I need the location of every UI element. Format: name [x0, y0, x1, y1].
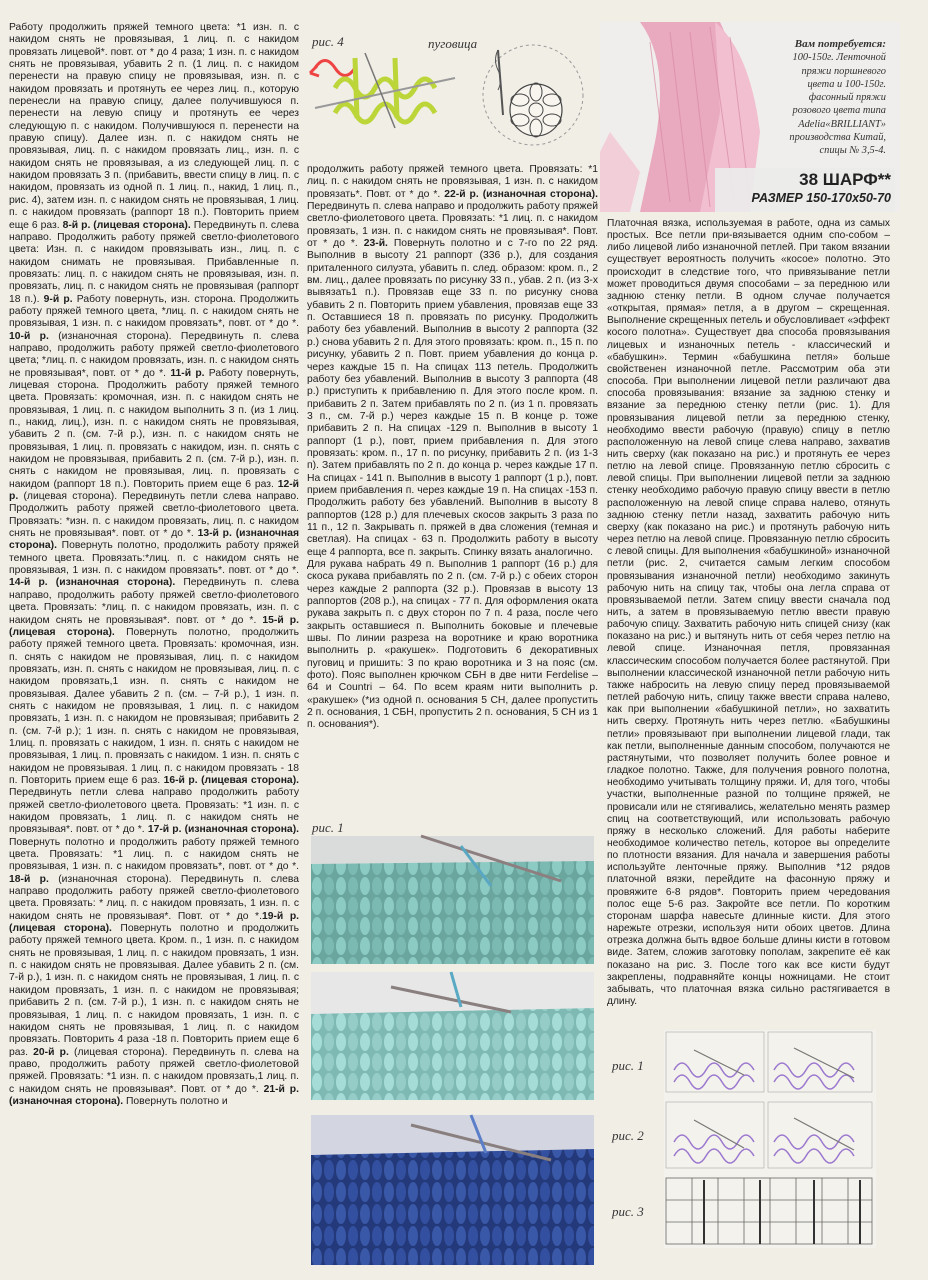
materials-line: розового цвета типа	[792, 105, 886, 117]
materials-line: спицы № 3,5-4.	[819, 145, 886, 157]
instructions-column-1	[9, 22, 299, 1254]
project-header	[715, 168, 895, 212]
photo-1	[311, 836, 594, 964]
figure-4-diagram	[305, 48, 460, 138]
diagram-1-label: рис. 1	[612, 1058, 644, 1073]
materials-line: производства Китай,	[789, 132, 886, 144]
col1-text: Работу продолжить пряжей темного цвета: *1 изн. п. с накидом снять не провязывая, 1 лиц. п. с накидом провязать лицевой*. повт. от * до 4 раза; 1 изн. п. с накидом снять не провязывая, убавить 2 п. (1 лиц. п. с накидом перенести на правую спицу не провязывая, изн. п. с накидом провязать и протянуть ее через лиц. п., которую перенесли на правую спицу, далее получившуюся п. перенести на левую спицу и протянуть ее через следующую п. с накидом. Получившуюся п. перенести на правую спицу). Далее изн. п. с накидом снять не провязывая, лиц. п. с накидом провязать лиц., изн. п. с накидом снять не провязывая, а из следующей лиц. п. с накидом провязать 3 п. (прибавить, ввести спицу в лиц. п. с накидом, провязать из одной п. 1 лиц. п., накид, 1 лиц. п., рис. 4), затем изн. п. с накидом снять не провязывая, 1 лиц. п. с накидом провязать (раппорт 18 п.). Повторить прием еще 6 раз. 8-й р. (лицевая сторона). Передвинуть п. слева направо. Продолжить работу пряжей светло-фиолетового цвета: Изн. п. с накидом провязывать изн., лиц. п. с накидом снимать не провязывая. Прибавленные п. провязать: лиц. п. с накидом снять не провязывая, изн. п. провязать, лиц. п. с накидом снять не провязывая (раппорт 18 п.). 9-й р. Работу повернуть, изн. сторона. Продолжить работу пряжей темного цвета, *лиц. п. с накидом снять не провязывая, 1 изн. п. с накидом провязать*, повт. от * до *. 10-й р. (изнаночная сторона). Передвинуть п. слева направо, продолжить работу пряжей светло-фиолетового цвета; *лиц. п. с накидом провязать, изн. п. с накидом снять не провязывая*, повт. от * до *. 11-й р. Работу повернуть, лицевая сторона. Продолжить работу пряжей темного цвета. Провязать: кромочная, изн. п. с накидом снять не провязывая, 1 лиц. п. с накидом выполнить 3 п. (из 1 лиц. п., накид, лиц.), изн. п. с накидом снять не провязывая, убавить 2 п. (см. 7-й р.), изн. п. с накидом снять не провязывая, 1 лиц. п. провязать с накидом, изн. п. снять с накидом не провязывая, прибавить 2 п. (см. 7-й р.), изн. п. снять с накидом не провязывая, лиц. п. провязать с накидом (раппорт 18 п.). Повторить прием еще 6 раз. 12-й р. (лицевая сторона). Передвинуть петли слева направо. Продолжить работу пряжей светло-фиолетового цвета. Провязать: *изн. п. с накидом провязать, лиц. п. с накидом снять не провязывая*. повт. от * до *. 13-й р. (изнаночная сторона). Повернуть полотно, продолжить работу пряжей темного цвета. Провязать:*лиц. п. с накидом снять не провязывая, 1 изн. п. с накидом провязать*. повт. от * до *. 14-й р. (изнаночная сторона). Передвинуть п. слева направо, продолжить работу пряжей светло-фиолетового цвета. Провязать: *лиц. п. с накидом провязать, изн. п. с накидом снять не провязывая*. повт. от * до *. 15-й р. (лицевая сторона). Повернуть полотно, продолжить работу пряжей темного цвета. Провязать: кромочная, изн. п. снять с накидом не провязывая, лиц. п. с накидом провязать, изн. п. снять с накидом не провязывая, лиц. п. с накидом провязать,1 изн. п. снять с накидом не провязывая. Далее убавить 2 п. (см. – 7-й р.), 1 изн. п. снять с накидом не провязывая, 1 лиц. п. с накидом провязать, 1 изн. п. с накидом не провязывая; прибавить 2 п. (см. 7-й р.); 1 изн. п. снять с накидом не провязывая, 1лиц. п. провязать с накидом, 1 изн. п. снять с накидом не провязывая, 1 лиц. п. провязать с накидом. 1 изн. п. снять с накидом не провязывая. 1 лиц. п. с накидом провязать - 18 п. Повторить прием еще 6 раз. 16-й р. (лицевая сторона). Передвинуть петли слева направо продолжить работу пряжей светло-фиолетового цвета. Провязать: *1 изн. п. с накидом провязать, 1 лиц. п. с накидом снять не провязывая*. повт. от * до *. 17-й р. (изнаночная сторона). Повернуть полотно и продолжить работу пряжей темного цвета. Провязать: *1 лиц. п. с накидом снять не провязывая, 1 изн. п. с накидом провязать*, повт. от * до *. 18-й р. (изнаночная сторона). Передвинуть п. слева направо продолжить работу пряжей светло-фиолетового цвета. Провязать: * лиц. п. с накидом провязать, 1 изн. п. с накидом снять не провязывая*. Повт. от * до *.19-й р. (лицевая сторона). Повернуть полотно и продолжить работу пряжей темного цвета. Кром. п., 1 изн. п. с накидом снять не провязывая, 1 лиц. п. с накидом провязать, 1 изн. п. с накидом снять не провязывая. Далее убавить 2 п. (см. 7-й р.), 1 изн. п. с накидом снять не провязывая, 1 лиц. п. с накидом провязать, 1 изн. п. с накидом не провязывая; прибавить 2 п. (см. 7-й р.), 1 изн. п. с накидом снять не провязывая, 1 лиц. п. с накидом провязать, 1 изн. п. с накидом снять не провязывая, 1 лиц. п. с накидом провязать. Повторить 4 раза -18 п. Повторить прием еще 6 раз. 20-й р. (лицевая сторона). Передвинуть п. слева на право, продолжить работу пряжей светло-фиолетовой пряжей. Провязать: *1 изн. п. с накидом провязать,1 лиц. п. с накидом снять не провязывая*. Повт. от * до *. 21-й р. (изнаночная сторона). Повернуть полотно и	[9, 22, 300, 1107]
materials-line: Adelia«BRILLIANT»	[798, 118, 886, 130]
materials-line: цвета и 100-150г.	[807, 78, 886, 90]
instructions-column-2	[307, 164, 598, 822]
project-size: РАЗМЕР 150-170х50-70	[751, 191, 891, 205]
instructions-column-3	[607, 218, 890, 1007]
materials-line: пряжи поршневого	[801, 65, 886, 77]
col2-sleeve-text: Для рукава набрать 49 п. Выполнив 1 раппорт (16 р.) для скоса рукава прибавлять по 2 п. (см. 7-й р.) с обеих сторон через каждые 2 раппорта (32 р.). Провязав в высоту 13 раппортов (208 р.), на спицах - 77 п. Для оформления оката рукава закрыть п. с двух сторон по 7 п. 4 раза, после чего закрыть оставшиеся п. Выполнить боковые и плечевые швы. По линии разреза на воротнике и краю воротника выполнить р. «ракушек». Подготовить 6 декоративных пуговиц и пришить: 3 по краю воротника и 3 на пояс (см. фото). Пояс выполнен крючком СБН в две нити Ferdelise – 64 и Countri – 64. По всем краям нити выполнить р. «ракушек» (*из одной п. основания 5 СН, далее пропустить 2 п. основания, 1 СБН, пропустить 2 п. основания, 5 СН из 1 п. основания*).	[307, 559, 598, 731]
figure-4-label: рис. 4	[312, 34, 344, 49]
materials-line: 100-150г. Ленточной	[792, 52, 886, 64]
stitch-diagrams	[664, 1030, 876, 1248]
photo-1-label: рис. 1	[312, 820, 344, 835]
materials-box	[758, 38, 886, 158]
project-title: 38 ШАРФ**	[799, 170, 891, 189]
button-label: пуговица	[428, 36, 478, 51]
materials-line: фасонный пряжи	[808, 92, 886, 104]
col2-text: продолжить работу пряжей темного цвета. Провязать: *1 лиц. п. с накидом снять не провязывая, 1 изн. п. с накидом провязать*. Повт. от * до *. 22-й р. (изнаночная сторона). Передвинуть п. слева направо и продолжить работу пряжей светло-фиолетового цвета. Провязать: *1 лиц. п. с накидом провязать, 1 изн. п. с накидом снять не провязывая*. Повт. от * до *. 23-й. Повернуть полотно и с 7-го по 22 ряд. Выполнив в высоту 21 раппорт (336 р.), для создания приталенного силуэта, убавить п. след. образом: кром. п., 2 вм. лиц., далее провязать по рисунку 33 п., убав. 2 п. (из 3-х вывязать1 п.). Провязав еще 33 п. по рисунку снова убавить 2 п. Повторить прием убавления, провязав еще 33 п. Оставшиеся 18 п. провязать по рисунку. Продолжить работу без убавлений. Выполнив в высоту 2 раппорта (32 р.) снова убавить 2 п. Для этого провязать: кром. п., 15 п. по рисунку, убавить 2 п. Повт. прием убавления до конца р. через каждые 15 п. На спицах 113 петель. Продолжить работу без убавлений. Выполнив в высоту 3 раппорта (48 р.) приступить к прибавлению п. Для этого после кром. п. прибавить 2 п. Затем прибавлять по 2 п. (из 1 п. провязать 3 п., см. 7-й р.) через каждые 15 п. В конце р. тоже прибавить 2 п. На спицах -129 п. Выполнив в высоту 1 раппорт (1 р.), повт, прием прибавления п. Для этого провязать: кром. п., 17 п. по рисунку, прибавить 2 п. (из 1-3 п). Затем прибавлять по 2 п. до конца р. через каждые 17 п. На спицах - 141 п. Выполнив в высоту 1 раппорт (1 р.), повт. прием прибавления п. через каждые 19 п. На спицах -153 п. Продолжить работу без убавлений. Выполнив в высоту 8 раппортов (128 р.) для плечевых скосов закрыть 3 раза по 11 п., 12 п. Закрывать п. пряжей в два сложения (темная и светлая). На спицах - 63 п. Продолжить работу в высоту еще 4 раппорта, все п. закрыть. Спинку вязать аналогично.	[307, 164, 598, 558]
materials-heading: Вам потребуется:	[794, 38, 886, 50]
button-diagram	[468, 40, 598, 150]
col3-text: Платочная вязка, используемая в работе, одна из самых простых. Все петли при-вязывается одним спо-собом – либо лицевой либо изнаночной петлей. При таком вязании существует вероятность получить «косое» полотно. Это происходит в следствие того, что привязывание петли может проводиться двумя способами – за переднюю или заднюю стенку петли. В одном случае получается «открытая, прямая» петля, а в другом – скрещенная. Выполнение скрещенных петель и обусловливает «эффект косого полотна». Существует два способа провязывания лицевых и изнаночных петель - классический и «бабушкин». Термин «бабушкина петля» больше свойственен изнаночной петле. Рассмотрим оба эти способа. При выполнении лицевой петли различают два способа провязывания: вязание за заднюю стенку и вязание за переднюю стенку петли (рис. 1). Для провязывания лицевой петли за переднюю стенку, необходимо ввести рабочую (правую) спицу в петлю расположенную на левой спице слева направо, захватив нить сверху (как показано на рис.) и протянуть ее через петлю на левой спице. Провязанную петлю сбросить с левой спицы. При выполнении лицевой петли за заднюю стенку необходимо рабочую правую спицу ввести в петлю расположенную на левой спице справа налево, отянуть заднюю стенку петли назад, захватить рабочую нить сверху (как показано на рис.) и протянуть рабочую нить через петлю на левой спице. Провязанную петлю сбросить с левой спицы. Для выполнения «бабушкиной» изнаночной петли (рис. 2, считается самым легким способом провязывания изнаночной петли) необходимо закинуть рабочую нить на спицу так, чтобы она легла справа от провязываемой петли. Затем спицу ввести сначала под нить, а затем в провязываемую петлю ввести правую рабочую спицу. Захватить рабочую нить спицей снизу (как показано на рис.) и вытянуть нить от себя через петлю на левой спице. Изнаночная петля, провязанная классическим способом получается более растянутой. При выполнении классической изнаночной петли рабочую нить также набросить на левую спицу перед провязываемой петлей рабочую нить, спицу также ввести справа налево, как при выполнении «бабушкиной петли», но захватить нить сверху. Протянуть нить через петлю. «Бабушкины петли» провязывают при выполнении лицевой глади, так как петли, выполненные данным способом, получаются не растянутыми, что позволяет получить более ровное и гладкое полотно. Также, для получения ровного полотна, необходимо учитывать толщину пряжи. И, для того, чтобы участки, выполненные разной по толщине пряжей, не провисали или не стягивались, желательно менять размер спиц на соответствующий, или использовать рабочую пряжу в несколько сложений. Для работы наберите необходимое количество петель, которое вы определите по плотности вязания. Для начала и завершения работы используйте ленточные пряжу. Выполнив *12 рядов платочной вязки, перейдите на фасонную пряжу и провяжите 6-8 рядов*. Повторить прием чередования полос еще 5-6 раз. Закройте все петли. По коротким сторонам шарфа навесьте длинные кисти. Для этого нарежьте отрезки, используя нити обоих цветов. Длина отрезка должна быть вдвое больше длины кисти в готовом виде. Затем, сложив заготовку пополам, закрепите её как показано на рис. 3. После того как все кисти будут закреплены, подравняйте концы ножницами. Не стоит забывать, что платочная вязка сильно растягивается в длину.	[607, 218, 890, 1007]
diagram-2-label: рис. 2	[612, 1128, 644, 1143]
photo-3	[311, 1115, 594, 1265]
photo-2	[311, 972, 594, 1100]
diagram-3-label: рис. 3	[612, 1204, 644, 1219]
